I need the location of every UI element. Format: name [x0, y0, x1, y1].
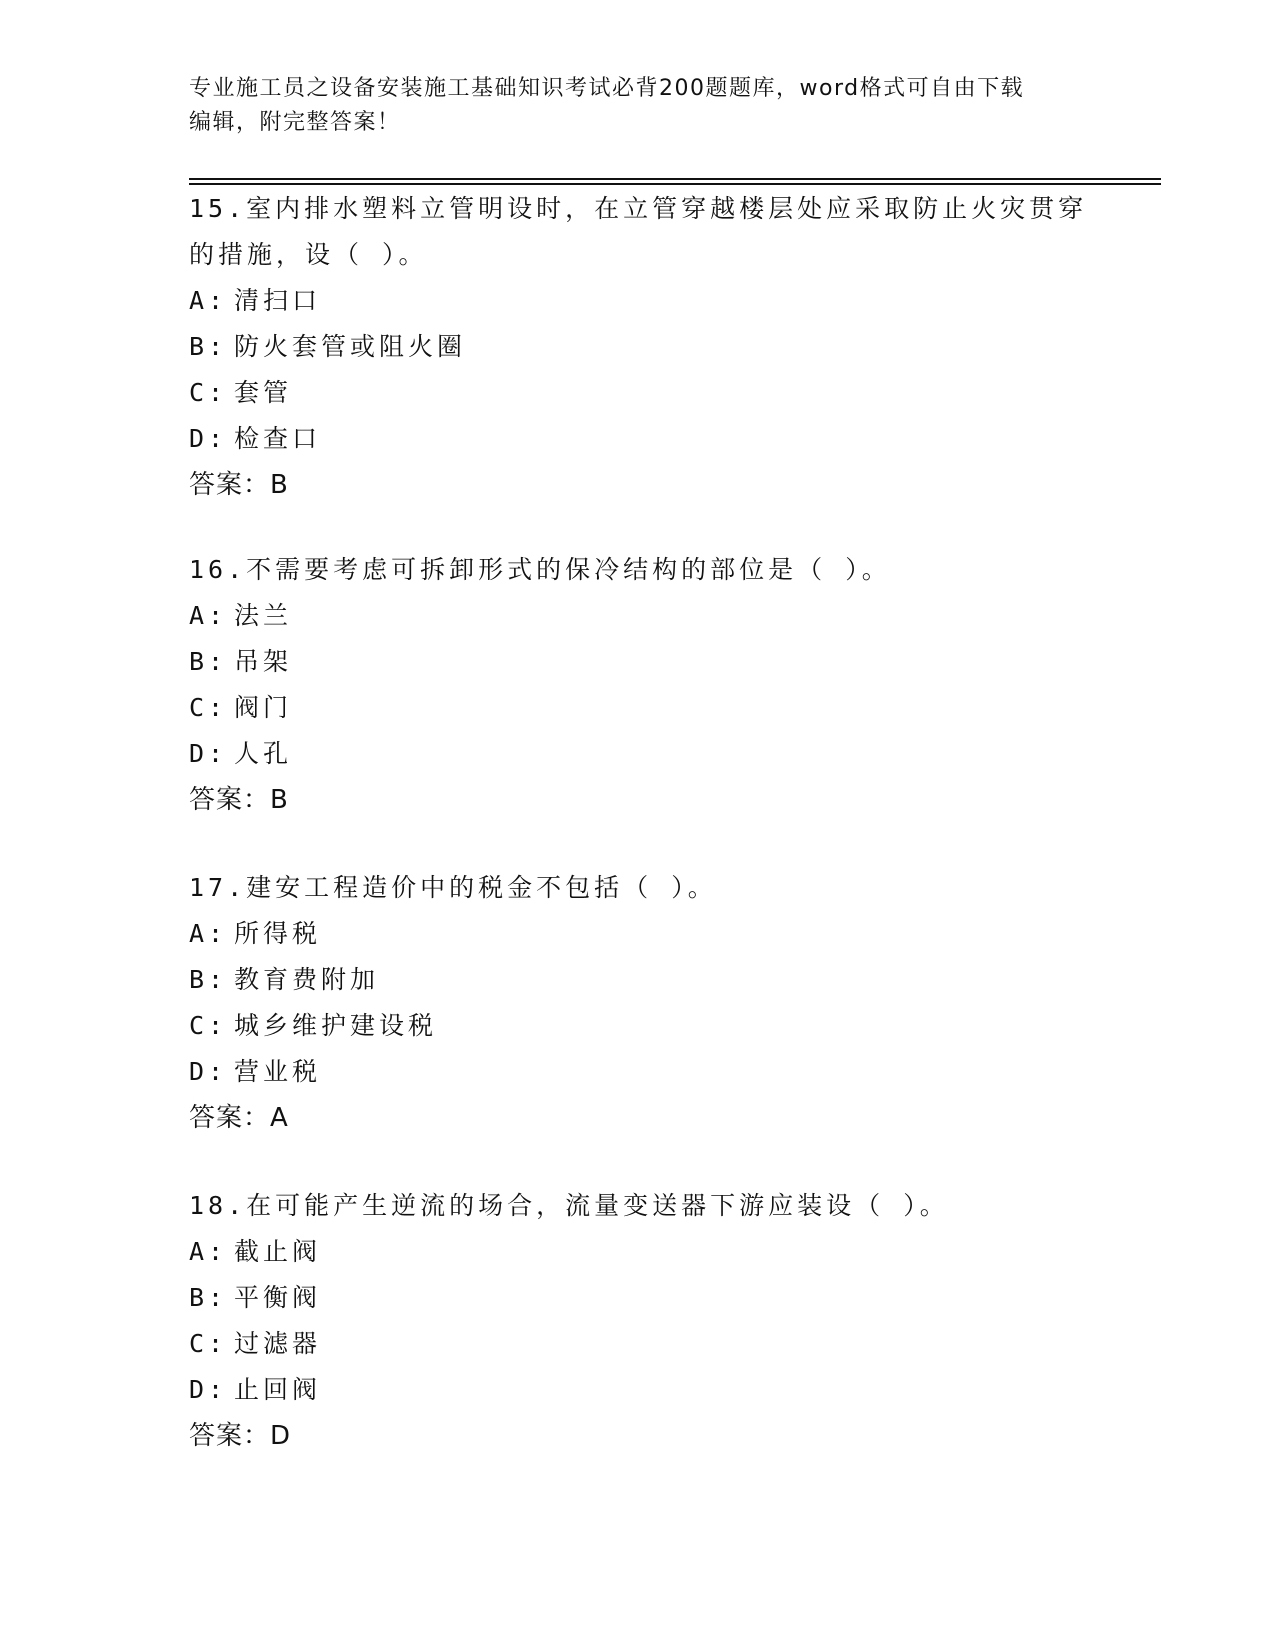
- option-text: 平衡阀: [234, 1283, 322, 1312]
- option-text: 法兰: [234, 601, 293, 630]
- option-text: 阀门: [234, 693, 293, 722]
- question-15: [189, 186, 1089, 508]
- option-letter: C:: [189, 1011, 228, 1040]
- option-letter: C:: [189, 693, 228, 722]
- option-letter: B:: [189, 647, 228, 676]
- header-title-line2: 编辑，附完整答案！: [189, 110, 401, 135]
- option-d: [189, 731, 1089, 777]
- option-a: [189, 278, 1089, 324]
- option-letter: A:: [189, 919, 228, 948]
- question-stem-continued: 的措施，设（ ）。: [189, 240, 428, 269]
- question-stem: 17.建安工程造价中的税金不包括（ ）。: [189, 873, 717, 902]
- option-a: [189, 1229, 1089, 1275]
- option-b: [189, 1275, 1089, 1321]
- option-text: 所得税: [234, 919, 322, 948]
- answer-line: 答案：D: [189, 1421, 292, 1451]
- option-text: 人孔: [234, 739, 293, 768]
- document-header: [189, 72, 1089, 140]
- option-text: 截止阀: [234, 1237, 322, 1266]
- option-text: 城乡维护建设税: [234, 1011, 438, 1040]
- option-letter: B:: [189, 1283, 228, 1312]
- option-d: [189, 416, 1089, 462]
- option-letter: A:: [189, 286, 228, 315]
- option-text: 教育费附加: [234, 965, 380, 994]
- question-stem: 15.室内排水塑料立管明设时，在立管穿越楼层处应采取防止火灾贯穿: [189, 194, 1088, 223]
- option-letter: D:: [189, 739, 228, 768]
- option-letter: B:: [189, 332, 228, 361]
- option-d: [189, 1049, 1089, 1095]
- question-16: [189, 547, 1089, 823]
- option-letter: A:: [189, 1237, 228, 1266]
- header-divider-top: [189, 178, 1161, 180]
- option-letter: C:: [189, 1329, 228, 1358]
- option-text: 止回阀: [234, 1375, 322, 1404]
- option-letter: C:: [189, 378, 228, 407]
- question-stem: 18.在可能产生逆流的场合，流量变送器下游应装设（ ）。: [189, 1191, 949, 1220]
- option-d: [189, 1367, 1089, 1413]
- option-letter: D:: [189, 1057, 228, 1086]
- option-text: 清扫口: [234, 286, 322, 315]
- option-text: 防火套管或阻火圈: [234, 332, 467, 361]
- header-title-line1: 专业施工员之设备安装施工基础知识考试必背200题题库，word格式可自由下载: [189, 76, 1025, 101]
- question-18: [189, 1183, 1089, 1459]
- option-c: [189, 1003, 1089, 1049]
- option-b: [189, 324, 1089, 370]
- option-letter: D:: [189, 1375, 228, 1404]
- question-stem: 16.不需要考虑可拆卸形式的保冷结构的部位是（ ）。: [189, 555, 891, 584]
- option-letter: A:: [189, 601, 228, 630]
- option-c: [189, 685, 1089, 731]
- option-letter: D:: [189, 424, 228, 453]
- answer-line: 答案：B: [189, 785, 289, 815]
- header-divider-bottom: [189, 183, 1161, 185]
- option-b: [189, 639, 1089, 685]
- option-text: 套管: [234, 378, 293, 407]
- option-text: 营业税: [234, 1057, 322, 1086]
- question-17: [189, 865, 1089, 1141]
- option-letter: B:: [189, 965, 228, 994]
- option-c: [189, 1321, 1089, 1367]
- answer-line: 答案：B: [189, 470, 289, 500]
- option-text: 吊架: [234, 647, 293, 676]
- option-text: 检查口: [234, 424, 322, 453]
- answer-line: 答案：A: [189, 1103, 289, 1133]
- option-b: [189, 957, 1089, 1003]
- option-a: [189, 911, 1089, 957]
- option-c: [189, 370, 1089, 416]
- option-a: [189, 593, 1089, 639]
- option-text: 过滤器: [234, 1329, 322, 1358]
